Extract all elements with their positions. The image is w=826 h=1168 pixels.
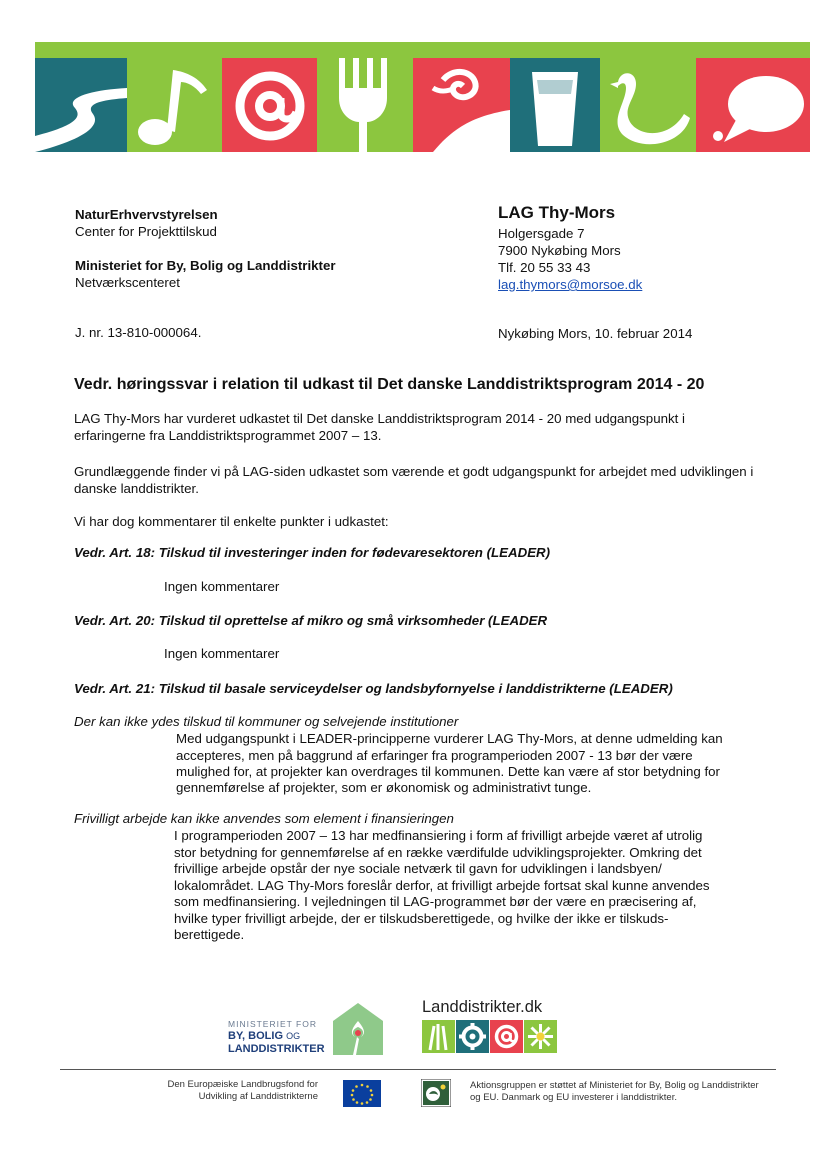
point2-title: Frivilligt arbejde kan ikke anvendes som element i finansieringen <box>74 811 454 826</box>
intro-paragraph-1: LAG Thy-Mors har vurderet udkastet til Det danske Landdistriktsprogram 2014 - 20 med udgangspunkt i erfaringerne fra Landdistriktsprogrammet 2007 – 13. <box>74 411 685 443</box>
footer-divider <box>60 1069 776 1070</box>
letter-heading: Vedr. høringssvar i relation til udkast til Det danske Landdistriktsprogram 2014 - 20 <box>74 376 705 393</box>
point2-line: frivillige arbejde opstår der nye sociale netværk til gavn for udviklingen i landsbyen/ <box>174 861 662 876</box>
point2-line: I programperioden 2007 – 13 har medfinansiering i form af frivilligt arbejde været af utrolig <box>174 828 703 843</box>
journal-number: J. nr. 13-810-000064. <box>75 325 202 340</box>
leader-logo-icon <box>421 1079 451 1107</box>
at-sign-icon <box>490 1020 523 1053</box>
ministry-house-icon <box>333 1003 383 1055</box>
sender-name: LAG Thy-Mors <box>498 203 616 222</box>
sender-phone: Tlf. 20 55 33 43 <box>498 260 591 275</box>
point1-line: gennemførelse af projekter, som er økonomisk og administrativt tunge. <box>176 780 592 795</box>
section-art20-comment: Ingen kommentarer <box>164 646 280 661</box>
point2-line: lokalområdet. LAG Thy-Mors foreslår derfor, at frivilligt arbejde fortsat skal kunne anvendes <box>174 878 710 893</box>
intro-paragraph-3: Vi har dog kommentarer til enkelte punkter i udkastet: <box>74 514 389 529</box>
point2-line: stor betydning for gennemførelse af en række værdifulde udviklingsprojekter. Omkring det <box>174 845 702 860</box>
point2-line: hvilke typer frivilligt arbejde, der er tilskudsberettigede, og hvilke der ikke er tilskuds- <box>174 911 669 926</box>
header-banner <box>35 42 810 152</box>
ministry-logo-line3: LANDDISTRIKTER <box>228 1043 325 1055</box>
wheat-icon <box>422 1020 455 1053</box>
music-note-icon <box>127 58 222 152</box>
recipient-org1: NaturErhvervstyrelsen <box>75 207 218 222</box>
point1-line: Med udgangspunkt i LEADER-principperne vurderer LAG Thy-Mors, at denne udmelding kan <box>176 731 723 746</box>
letter-date: Nykøbing Mors, 10. februar 2014 <box>498 326 693 341</box>
gear-icon <box>456 1020 489 1053</box>
ministry-logo-line2b: OG <box>286 1031 301 1041</box>
recipient-org2: Ministeriet for By, Bolig og Landdistrikter <box>75 258 336 273</box>
recipient-org2-dept: Netværkscenteret <box>75 275 180 290</box>
sender-street: Holgersgade 7 <box>498 226 585 241</box>
eu-fund-line2: Udvikling af Landdistrikterne <box>198 1091 318 1102</box>
point1-title: Der kan ikke ydes tilskud til kommuner og selvejende institutioner <box>74 714 459 729</box>
ministry-logo-line2a: BY, BOLIG <box>228 1030 284 1042</box>
section-art21-title: Vedr. Art. 21: Tilskud til basale serviceydelser og landsbyfornyelse i landdistrikterne (LEADER) <box>74 681 673 696</box>
speech-bubble-icon <box>696 58 810 152</box>
ministry-logo-line2 <box>228 1030 300 1042</box>
milk-glass-icon <box>510 58 600 152</box>
banner-top-strip <box>35 42 810 58</box>
point1-line: accepteres, men på baggrund af erfaringer fra programperioden 2007 - 13 bør der være <box>176 748 693 763</box>
ministry-logo-line1: MINISTERIET FOR <box>228 1019 317 1029</box>
intro-paragraph-2: Grundlæggende finder vi på LAG-siden udkastet som værende et godt udgangspunkt for arbejdet med udviklingen i danske landdistrikter. <box>74 464 754 496</box>
at-sign-icon <box>222 58 317 152</box>
section-art18-title: Vedr. Art. 18: Tilskud til investeringer inden for fødevaresektoren (LEADER) <box>74 545 551 560</box>
support-line2: og EU. Danmark og EU investerer i landdistrikter. <box>470 1092 677 1103</box>
sprout-icon <box>413 58 510 152</box>
fork-icon <box>317 58 413 152</box>
section-art20-title: Vedr. Art. 20: Tilskud til oprettelse af mikro og små virksomheder (LEADER <box>74 613 548 628</box>
daisy-icon <box>524 1020 557 1053</box>
support-line1: Aktionsgruppen er støttet af Ministeriet for By, Bolig og Landdistrikter <box>470 1080 759 1091</box>
eu-fund-line1: Den Europæiske Landbrugsfond for <box>167 1079 318 1090</box>
landdistrikter-logo-title: Landdistrikter.dk <box>422 998 543 1016</box>
sender-city: 7900 Nykøbing Mors <box>498 243 621 258</box>
point1-line: mulighed for, at projekter kan overdrages til kommunen. Dette kan være af stor betydning for <box>176 764 720 779</box>
road-icon <box>35 58 127 152</box>
recipient-org1-dept: Center for Projekttilskud <box>75 224 217 239</box>
swan-icon <box>600 58 696 152</box>
point2-line: berettigede. <box>174 927 245 942</box>
point2-line: som medfinansiering. I vejledningen til LAG-programmet bør der være en præcisering af, <box>174 894 697 909</box>
section-art18-comment: Ingen kommentarer <box>164 579 280 594</box>
eu-flag-icon <box>343 1080 381 1107</box>
sender-email-link[interactable]: lag.thymors@morsoe.dk <box>498 277 643 292</box>
